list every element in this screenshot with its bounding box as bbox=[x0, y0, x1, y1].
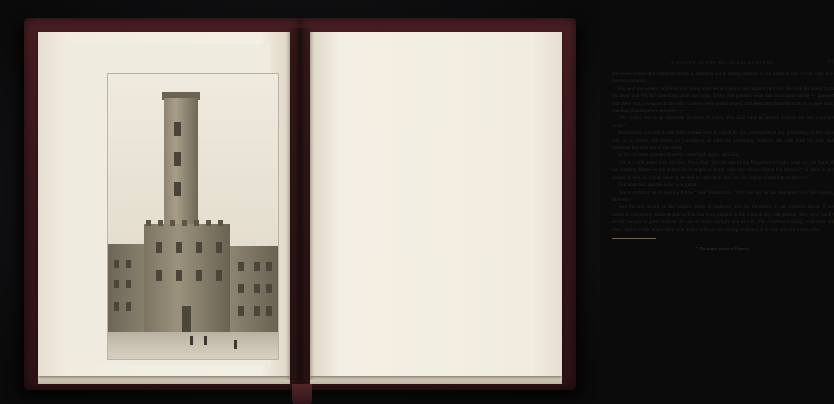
photo-left-building bbox=[108, 244, 148, 336]
paragraph: the coarse hands that trembled beside it, standing out in strong contrast in the midst of that velvet-clad, fair-handed company. bbox=[612, 71, 834, 85]
page-edge-right bbox=[310, 376, 562, 384]
window bbox=[254, 306, 260, 316]
plate-mount bbox=[64, 44, 270, 366]
tower-window bbox=[174, 122, 181, 136]
printed-text-block bbox=[612, 60, 834, 370]
tower-window bbox=[174, 182, 181, 196]
paragraph: Pitti assented, and the order was given. bbox=[618, 182, 698, 189]
window bbox=[238, 262, 244, 271]
page-left bbox=[38, 32, 290, 376]
window bbox=[114, 280, 119, 288]
photo-street bbox=[108, 332, 278, 359]
window bbox=[266, 306, 272, 316]
paragraph: "He is certainly an ill-looking fellow," said Tornabuoni. "And you say he has attempted your life already, Melema?" bbox=[612, 189, 834, 203]
window bbox=[238, 284, 244, 293]
open-book bbox=[24, 18, 834, 390]
spine-tab bbox=[292, 384, 312, 404]
window bbox=[114, 260, 119, 268]
page-right bbox=[310, 32, 834, 376]
window bbox=[114, 302, 119, 311]
paragraph: "My friend, this is an important business of yours. You shall have all justice. Follow me into a private room." bbox=[612, 115, 834, 129]
page-edge-left bbox=[38, 376, 290, 384]
page-number: 61 bbox=[828, 59, 834, 65]
window bbox=[266, 262, 272, 271]
crenellation bbox=[218, 220, 223, 226]
paragraph: Baldassarre was still in that half-stunned state in which he was susceptible to any prompting, in the same way as an insect, that forms no conception of what the prompting leads to. He rose from his seat, and followed Rucellai out of the room. bbox=[612, 130, 834, 152]
doorway bbox=[182, 306, 191, 332]
crenellation bbox=[170, 220, 175, 226]
running-head-title: A SUPPER IN THE RUCELLAI GARDENS. bbox=[670, 60, 776, 65]
window bbox=[126, 302, 131, 311]
paragraph: His next movement, while he was being watched in silence, told against him too. He took his hands from his head, and felt for something under his tunic. Every one guessed what that movement meant — guessed that there was a weapon at his side. Glances were interchanged; and Bernardo Rucellai said, in a quiet tone, touching Baldassarre's shoulder: — bbox=[612, 85, 834, 115]
window bbox=[156, 270, 162, 281]
crenellation bbox=[206, 220, 211, 226]
book-gutter bbox=[286, 28, 314, 380]
window bbox=[254, 262, 260, 271]
albumen-photograph bbox=[108, 74, 278, 359]
window bbox=[126, 260, 131, 268]
footnote-rule bbox=[612, 238, 656, 239]
window bbox=[216, 270, 222, 281]
crenellation bbox=[194, 220, 199, 226]
window bbox=[196, 270, 202, 281]
window bbox=[216, 242, 222, 253]
paragraph: "He is a safe under lock and key. Piero Pitti, you are one of the Magnificent Eight, what do you think of our sending Matteo to the palace for a couple of shirri, who may escort him to the Stinche?* If there is any danger in him, as I think there is, he will be safe there; and we can inquire about him to-morrow." bbox=[612, 159, 834, 181]
tower-window bbox=[174, 152, 181, 166]
crenellation bbox=[158, 220, 163, 226]
photo-figure bbox=[234, 340, 237, 349]
window bbox=[156, 242, 162, 253]
footnote: * The largest prison in Florence. bbox=[695, 245, 751, 251]
window bbox=[176, 270, 182, 281]
window bbox=[254, 284, 260, 293]
window bbox=[196, 242, 202, 253]
crenellation bbox=[146, 220, 151, 226]
window bbox=[176, 242, 182, 253]
window bbox=[126, 280, 131, 288]
paragraph: And the talk turned on the various forms of madness, and the fierceness of the southern blood. If the needs of conjecture unfavourable to Tito had been planted in the mind of any one present, they were hardly strong enough to grow without the aid of much daylight and ill-will. The common-looking, wild-eyed old man, clad in serge, might have won belief without very strong evidence, if he had accused a man who bbox=[612, 204, 834, 233]
window bbox=[238, 306, 244, 316]
photo-figure bbox=[204, 336, 207, 345]
running-head bbox=[612, 60, 834, 65]
paragraph: In two or three minutes Rucellai came back again, and said, — bbox=[618, 152, 747, 159]
crenellation bbox=[182, 220, 187, 226]
photo-figure bbox=[190, 336, 193, 345]
body-text bbox=[612, 71, 834, 234]
window bbox=[266, 284, 272, 293]
